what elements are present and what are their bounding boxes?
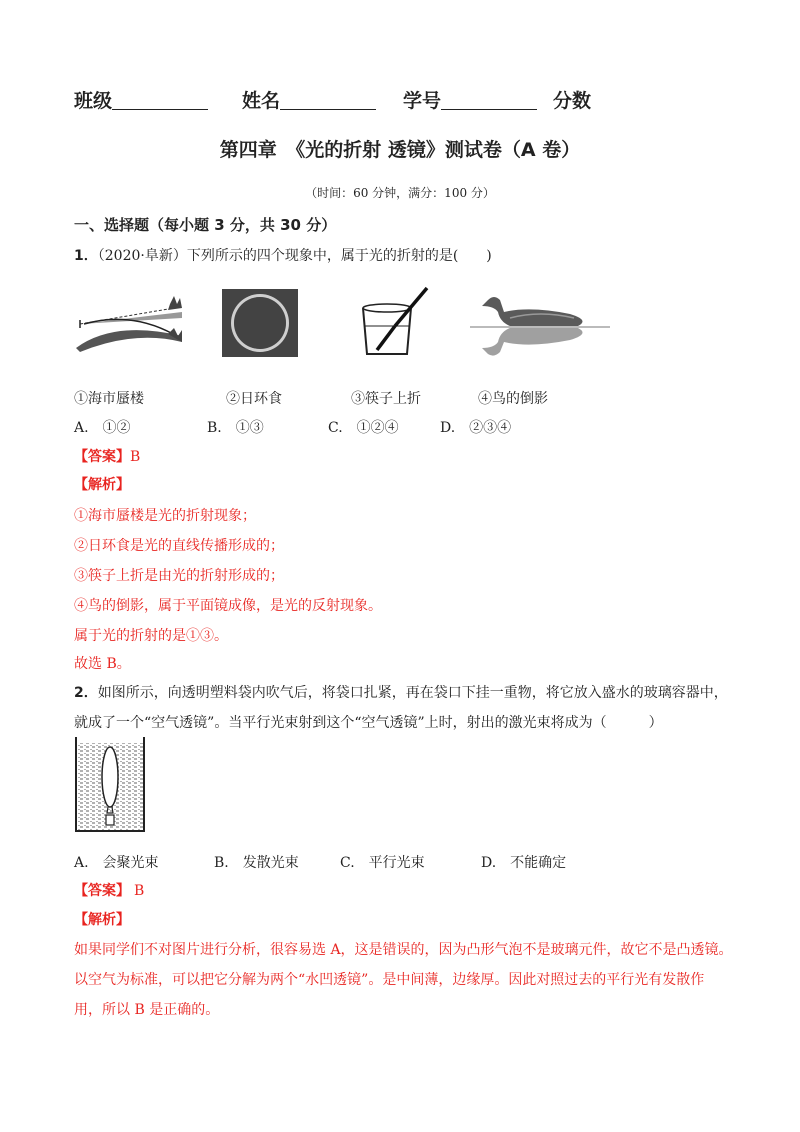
q2-number: 2． [74, 685, 98, 701]
q2-answer-value: B [134, 883, 145, 899]
q1-analysis-line-6: 故选 B。 [74, 656, 131, 672]
q1-stem [74, 245, 492, 265]
q2-answer [74, 880, 144, 900]
q2-option-b[interactable]: B. 发散光束 [214, 855, 299, 871]
q1-analysis-tag: 【解析】 [74, 477, 130, 493]
class-blank[interactable] [112, 91, 208, 110]
q1-analysis-line-3: ③筷子上折是由光的折射形成的； [74, 568, 284, 584]
id-blank[interactable] [441, 91, 537, 110]
q1-caption-1: ①海市蜃楼 [74, 391, 144, 407]
q1-number: 1． [74, 248, 98, 264]
id-label: 学号 [403, 90, 442, 112]
q2-option-a[interactable]: A. 会聚光束 [74, 855, 159, 871]
q2-option-d[interactable]: D. 不能确定 [481, 855, 567, 871]
q1-caption-4: ④鸟的倒影 [478, 391, 548, 407]
q2-answer-label: 【答案】 [74, 883, 130, 899]
mirage-figure [74, 290, 189, 358]
bird-reflection-figure [470, 292, 610, 358]
section-heading: 一、选择题（每小题 3 分，共 30 分） [74, 216, 337, 234]
class-label-field [74, 86, 208, 113]
q1-analysis-line-1: ①海市蜃楼是光的折射现象； [74, 508, 256, 524]
class-label: 班级 [74, 90, 113, 112]
q1-option-c[interactable]: C. ①②④ [328, 420, 399, 436]
q2-stem-2: 就成了一个“空气透镜”。当平行光束射到这个“空气透镜”上时，射出的激光束将成为（ ） [74, 715, 663, 731]
q2-analysis-tag: 【解析】 [74, 912, 130, 928]
q1-caption-2: ②日环食 [226, 391, 282, 407]
annular-eclipse-figure [222, 289, 298, 357]
score-label: 分数 [553, 90, 592, 112]
q2-option-c[interactable]: C. 平行光束 [340, 855, 425, 871]
q1-analysis-line-4: ④鸟的倒影，属于平面镜成像，是光的反射现象。 [74, 598, 382, 614]
q1-option-d[interactable]: D. ②③④ [440, 420, 512, 436]
page-subtitle: （时间：60 分钟，满分：100 分） [305, 186, 495, 200]
name-label-field [242, 86, 376, 113]
q1-option-a[interactable]: A. ①② [74, 420, 131, 436]
q1-analysis-line-2: ②日环食是光的直线传播形成的； [74, 538, 284, 554]
q2-stem-text-1: 如图所示，向透明塑料袋内吹气后，将袋口扎紧，再在袋口下挂一重物，将它放入盛水的玻璃容器中， [97, 685, 728, 701]
q2-analysis-line-2: 以空气为标准，可以把它分解为两个“水凹透镜”。是中间薄，边缘厚。因此对照过去的平行光有发散作 [74, 972, 705, 988]
q1-stem-text: （2020·阜新）下列所示的四个现象中，属于光的折射的是( ) [97, 248, 492, 264]
chopstick-glass-figure [355, 286, 435, 358]
air-lens-figure [74, 737, 146, 833]
q1-analysis-line-5: 属于光的折射的是①③。 [74, 628, 228, 644]
q1-answer-value: B [130, 449, 141, 465]
q2-analysis-line-1: 如果同学们不对图片进行分析，很容易选 A，这是错误的，因为凸形气泡不是玻璃元件，故它不是凸透镜。 [74, 942, 733, 958]
q1-caption-3: ③筷子上折 [351, 391, 421, 407]
q1-answer-label: 【答案】 [74, 449, 130, 465]
name-label: 姓名 [242, 90, 281, 112]
q1-answer [74, 446, 140, 466]
q2-analysis-line-3: 用，所以 B 是正确的。 [74, 1002, 220, 1018]
q1-option-b[interactable]: B. ①③ [207, 420, 264, 436]
id-label-field [403, 86, 537, 113]
name-blank[interactable] [280, 91, 376, 110]
q1-analysis-label [74, 474, 130, 494]
q2-stem-1 [74, 682, 728, 702]
page-title: 第四章 《光的折射 透镜》测试卷（A 卷） [219, 139, 581, 161]
q2-analysis-label [74, 909, 130, 929]
